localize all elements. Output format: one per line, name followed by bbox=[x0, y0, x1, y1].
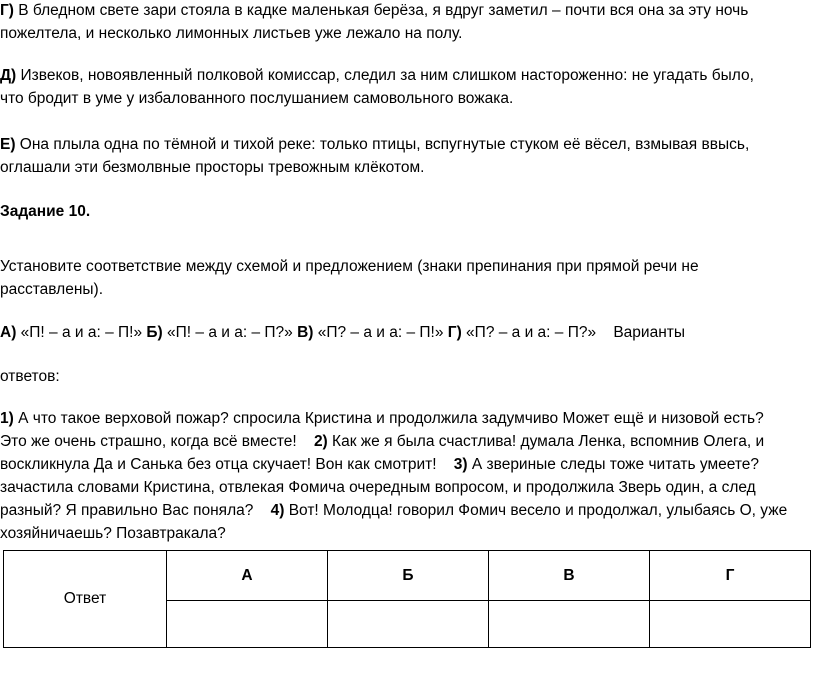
variants-word: Варианты bbox=[613, 324, 686, 341]
answer-header-b: Б bbox=[328, 551, 489, 601]
sentences-block bbox=[0, 407, 812, 545]
option-e bbox=[0, 133, 812, 179]
option-text: оглашали эти безмолвные просторы тревожным клёкотом. bbox=[0, 159, 425, 176]
answer-cell-b[interactable] bbox=[328, 601, 489, 648]
sentence-text: Вот! Молодца! говорил Фомич весело и продолжал, улыбаясь О, уже bbox=[284, 502, 788, 519]
answer-header-v: В bbox=[489, 551, 650, 601]
scheme-letter: Г) bbox=[447, 324, 462, 341]
answers-word: ответов: bbox=[0, 368, 60, 385]
sentence-number: 2) bbox=[313, 433, 328, 450]
scheme-text: «П! – а и а: – П?» bbox=[162, 324, 298, 341]
instruction-line: Установите соответствие между схемой и предложением (знаки препинания при прямой речи не bbox=[0, 258, 699, 275]
scheme-letter: Б) bbox=[146, 324, 163, 341]
sentence-text: Это же очень страшно, когда всё вместе! bbox=[0, 433, 302, 450]
option-letter: Д) bbox=[0, 67, 17, 84]
option-letter: Г) bbox=[0, 2, 14, 19]
answer-cell-g[interactable] bbox=[650, 601, 811, 648]
scheme-text: «П? – а и а: – П!» bbox=[313, 324, 448, 341]
sentence-number: 1) bbox=[0, 410, 14, 427]
option-letter: Е) bbox=[0, 136, 16, 153]
sentence-text: Как же я была счастлива! думала Ленка, вспомнив Олега, и bbox=[327, 433, 765, 450]
answer-label: Ответ bbox=[4, 551, 167, 648]
sentence-number: 4) bbox=[270, 502, 285, 519]
sentence-number: 3) bbox=[453, 456, 468, 473]
task-heading bbox=[0, 200, 812, 223]
option-g bbox=[0, 0, 812, 45]
sentence-text: разный? Я правильно Вас поняла? bbox=[0, 502, 258, 519]
instruction-line: расставлены). bbox=[0, 281, 103, 298]
answers-word-line bbox=[0, 365, 812, 388]
option-text: пожелтела, и несколько лимонных листьев уже лежало на полу. bbox=[0, 25, 463, 42]
option-d bbox=[0, 64, 812, 110]
task-instruction bbox=[0, 255, 812, 301]
schemes-line bbox=[0, 321, 812, 344]
answer-header-g: Г bbox=[650, 551, 811, 601]
answer-header-a: А bbox=[167, 551, 328, 601]
option-text: что бродит в уме у избалованного послушанием самовольного вожака. bbox=[0, 90, 514, 107]
answer-cell-a[interactable] bbox=[167, 601, 328, 648]
sentence-text: А звериные следы тоже читать умеете? bbox=[467, 456, 759, 473]
scheme-text: «П? – а и а: – П?» bbox=[461, 324, 597, 341]
option-text: Извеков, новоявленный полковой комиссар, следил за ним слишком настороженно: не угадать было, bbox=[16, 67, 754, 84]
task-title: Задание 10. bbox=[0, 203, 91, 220]
answer-table bbox=[3, 550, 811, 648]
scheme-letter: А) bbox=[0, 324, 17, 341]
sentence-text: воскликнула Да и Санька без отца скучает! Вон как смотрит! bbox=[0, 456, 441, 473]
sentence-text: зачастила словами Кристина, отвлекая Фомича очередным вопросом, и продолжила Зверь один, а след bbox=[0, 479, 756, 496]
option-text: Она плыла одна по тёмной и тихой реке: только птицы, вспугнутые стуком её вёсел, взмывая ввысь, bbox=[15, 136, 750, 153]
sentence-text: хозяйничаешь? Позавтракала? bbox=[0, 525, 226, 542]
scheme-letter: В) bbox=[297, 324, 314, 341]
scheme-text: «П! – а и а: – П!» bbox=[16, 324, 147, 341]
sentence-text: А что такое верховой пожар? спросила Кристина и продолжила задумчиво Может ещё и низовой есть? bbox=[13, 410, 764, 427]
answer-cell-v[interactable] bbox=[489, 601, 650, 648]
option-text: В бледном свете зари стояла в кадке маленькая берёза, я вдруг заметил – почти вся она за эту ночь bbox=[13, 2, 749, 19]
